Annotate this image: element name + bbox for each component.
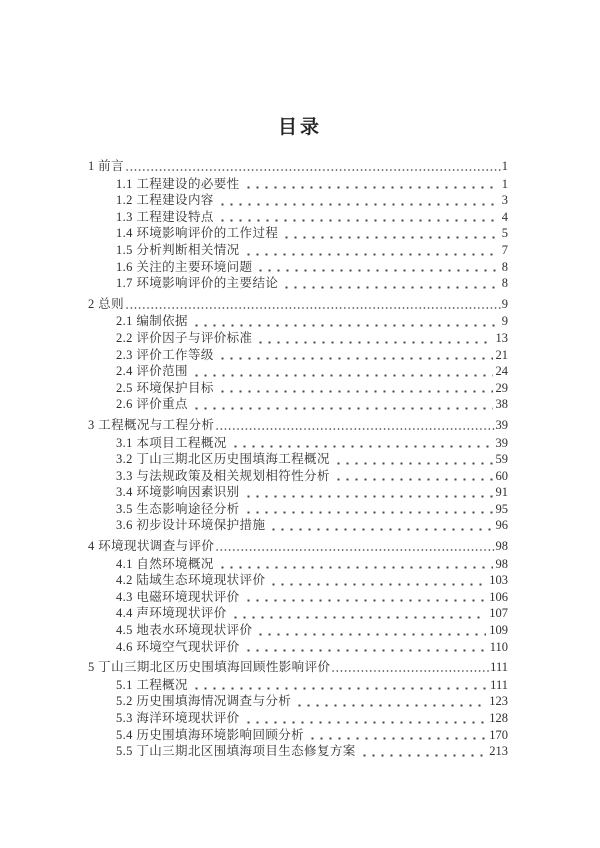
toc-list — [0, 158, 600, 760]
dot-leader — [256, 262, 498, 275]
toc-entry-sub — [116, 435, 508, 452]
toc-entry-sub — [116, 710, 508, 727]
toc-entry-sub — [116, 259, 508, 276]
toc-entry-sub — [116, 727, 508, 744]
toc-entry-label: 1 前言 — [88, 159, 124, 173]
toc-entry-sub — [116, 693, 508, 710]
toc-entry-label: 5.2 历史围填海情况调查与分析 — [116, 694, 292, 709]
toc-entry-sub — [116, 225, 508, 242]
toc-entry-page: 107 — [489, 606, 508, 621]
dot-leader — [256, 334, 492, 347]
dot-leader — [244, 488, 493, 501]
toc-entry-label: 4.5 地表水环境现状评价 — [116, 623, 253, 638]
toc-entry-label: 3.2 丁山三期北区历史围填海工程概况 — [116, 452, 330, 467]
toc-entry-page: 96 — [495, 518, 508, 533]
toc-entry-page: 3 — [501, 193, 508, 208]
dot-leader — [282, 229, 498, 242]
toc-entry-sub — [116, 605, 508, 622]
toc-entry-label: 2.1 编制依据 — [116, 314, 188, 329]
dot-leader — [256, 626, 486, 639]
dot-leader — [244, 592, 487, 605]
toc-entry-sub — [116, 501, 508, 518]
toc-entry-label: 4.3 电磁环境现状评价 — [116, 589, 240, 604]
toc-entry-label: 4 环境现状调查与评价 — [88, 539, 215, 554]
toc-entry-label: 2.4 评价范围 — [116, 364, 188, 379]
toc-entry-chapter — [88, 296, 508, 313]
toc-entry-label: 1.7 环境影响评价的主要结论 — [116, 276, 279, 291]
toc-entry-page: 4 — [501, 209, 508, 224]
toc-entry-label: 1.6 关注的主要环境问题 — [116, 259, 253, 274]
dot-leader — [244, 714, 487, 727]
toc-entry-label: 5.1 工程概况 — [116, 677, 188, 692]
dot-leader — [244, 642, 487, 655]
toc-entry-sub — [116, 176, 508, 193]
toc-entry-label: 2.3 评价工作等级 — [116, 347, 214, 362]
dot-leader — [218, 350, 493, 363]
toc-entry-page: 110 — [489, 639, 508, 654]
toc-entry-page: 128 — [489, 711, 508, 725]
toc-entry-chapter — [88, 158, 508, 175]
toc-entry-label: 4.6 环境空气现状评价 — [116, 639, 240, 654]
toc-entry-page: 7 — [501, 242, 508, 257]
toc-entry-label: 2.6 评价重点 — [116, 397, 188, 412]
toc-entry-label: 4.4 声环境现状评价 — [116, 606, 227, 621]
toc-entry-sub — [116, 677, 508, 694]
toc-entry-sub — [116, 556, 508, 573]
toc-entry-sub — [116, 192, 508, 209]
dot-leader — [334, 455, 493, 468]
toc-entry-sub — [116, 242, 508, 259]
toc-entry-page: 1 — [501, 159, 508, 173]
dot-leader — [295, 697, 486, 710]
toc-entry-page: 60 — [495, 468, 508, 483]
toc-entry-page: 9 — [501, 296, 508, 311]
toc-entry-page: 9 — [501, 314, 508, 329]
dot-leader — [218, 196, 499, 209]
dot-leader — [231, 609, 487, 622]
toc-entry-sub — [116, 468, 508, 485]
dot-leader — [218, 212, 499, 225]
dot-leader — [218, 383, 493, 396]
toc-entry-sub — [116, 451, 508, 468]
toc-entry-page: 109 — [489, 623, 508, 638]
toc-entry-page: 8 — [501, 259, 508, 274]
toc-entry-label: 3.5 生态影响途径分析 — [116, 501, 240, 516]
toc-entry-page: 38 — [495, 397, 508, 412]
toc-entry-page: 39 — [495, 435, 508, 450]
toc-entry-sub — [116, 589, 508, 606]
dot-leader — [244, 179, 499, 192]
toc-entry-sub — [116, 347, 508, 364]
dot-leader — [308, 730, 486, 743]
dot-leader — [192, 367, 493, 380]
toc-title: 目录 — [277, 117, 322, 138]
toc-entry-sub — [116, 313, 508, 330]
toc-entry-page: 111 — [490, 660, 508, 675]
dot-leader — [215, 542, 494, 555]
toc-entry-label: 5.4 历史围填海环境影响回顾分析 — [116, 727, 305, 742]
toc-entry-page: 103 — [489, 573, 508, 588]
toc-entry-label: 1.1 工程建设的必要性 — [116, 176, 240, 191]
toc-entry-page: 98 — [495, 539, 508, 554]
toc-entry-sub — [116, 396, 508, 413]
toc-entry-sub — [116, 517, 508, 534]
toc-entry-sub — [116, 209, 508, 226]
dot-leader — [244, 504, 493, 517]
toc-entry-label: 2.2 评价因子与评价标准 — [116, 330, 253, 345]
toc-entry-page: 170 — [489, 727, 508, 742]
toc-entry-label: 2 总则 — [88, 296, 124, 311]
toc-entry-page: 8 — [501, 276, 508, 291]
toc-entry-sub — [116, 572, 508, 589]
toc-entry-page: 91 — [495, 485, 508, 500]
toc-entry-label: 2.5 环境保护目标 — [116, 380, 214, 395]
dot-leader — [334, 471, 493, 484]
toc-entry-page: 213 — [489, 744, 508, 759]
dot-leader — [331, 663, 489, 676]
toc-entry-label: 5 丁山三期北区历史围填海回顾性影响评价 — [88, 660, 331, 675]
toc-entry-label: 1.3 工程建设特点 — [116, 209, 214, 224]
toc-entry-label: 3.6 初步设计环境保护措施 — [116, 518, 266, 533]
toc-entry-label: 3 工程概况与工程分析 — [88, 417, 215, 432]
toc-entry-label: 4.2 陆域生态环境现状评价 — [116, 573, 266, 588]
toc-entry-page: 123 — [489, 694, 508, 709]
dot-leader — [125, 162, 501, 175]
toc-entry-chapter — [88, 659, 508, 676]
toc-entry-chapter — [88, 417, 508, 434]
toc-entry-sub — [116, 622, 508, 639]
dot-leader — [215, 421, 494, 434]
toc-entry-page: 29 — [495, 380, 508, 395]
toc-entry-sub — [116, 639, 508, 656]
dot-leader — [192, 400, 493, 413]
toc-entry-page: 111 — [490, 677, 508, 692]
toc-entry-page: 98 — [495, 556, 508, 571]
dot-leader — [125, 299, 501, 312]
toc-entry-page: 59 — [495, 452, 508, 467]
dot-leader — [244, 246, 499, 259]
toc-entry-sub — [116, 363, 508, 380]
toc-entry-label: 1.4 环境影响评价的工作过程 — [116, 226, 279, 241]
toc-entry-page: 1 — [501, 176, 508, 191]
dot-leader — [269, 521, 492, 534]
toc-entry-label: 5.5 丁山三期北区围填海项目生态修复方案 — [116, 744, 356, 759]
toc-entry-page: 13 — [495, 330, 508, 345]
toc-entry-label: 5.3 海洋环境现状评价 — [116, 711, 240, 725]
dot-leader — [218, 559, 493, 572]
dot-leader — [231, 438, 493, 451]
toc-entry-label: 4.1 自然环境概况 — [116, 556, 214, 571]
toc-entry-page: 95 — [495, 501, 508, 516]
dot-leader — [192, 680, 487, 693]
toc-entry-chapter — [88, 538, 508, 555]
toc-entry-label: 1.5 分析判断相关情况 — [116, 242, 240, 257]
toc-entry-label: 1.2 工程建设内容 — [116, 193, 214, 208]
toc-entry-page: 21 — [495, 347, 508, 362]
toc-entry-label: 3.3 与法规政策及相关规划相符性分析 — [116, 468, 330, 483]
dot-leader — [282, 279, 498, 292]
toc-entry-label: 3.4 环境影响因素识别 — [116, 485, 240, 500]
dot-leader — [192, 317, 499, 330]
toc-entry-sub — [116, 275, 508, 292]
toc-entry-page: 5 — [501, 226, 508, 241]
toc-entry-page: 106 — [489, 589, 508, 604]
dot-leader — [269, 576, 486, 589]
toc-entry-label: 3.1 本项目工程概况 — [116, 435, 227, 450]
toc-entry-sub — [116, 484, 508, 501]
toc-entry-sub — [116, 380, 508, 397]
toc-entry-sub — [116, 330, 508, 347]
toc-entry-sub — [116, 743, 508, 760]
toc-entry-page: 24 — [495, 364, 508, 379]
toc-entry-page: 39 — [495, 417, 508, 432]
dot-leader — [360, 747, 487, 760]
